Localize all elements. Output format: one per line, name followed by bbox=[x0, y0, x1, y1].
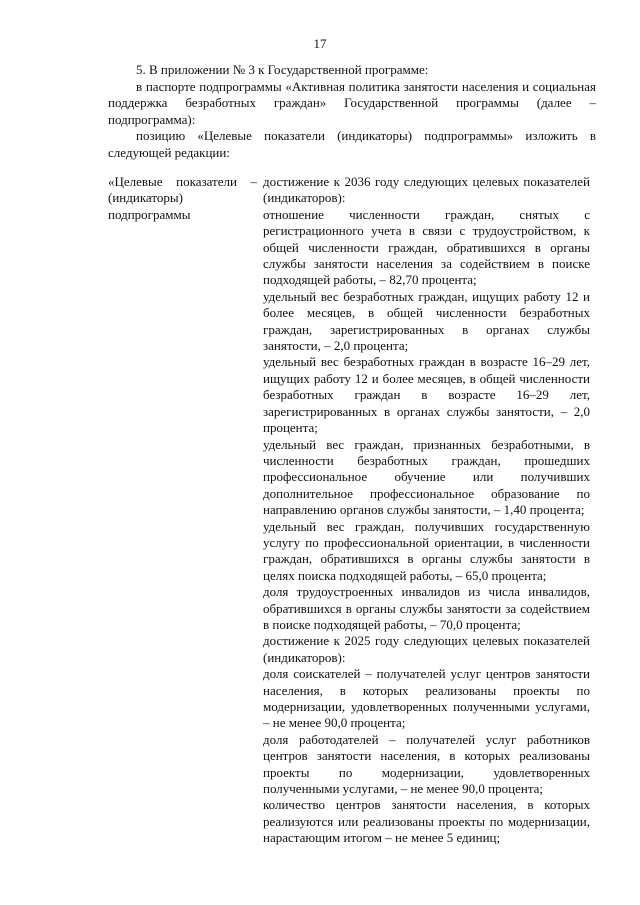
indicator-item: удельный вес безработных граждан в возрасте 16–29 лет, ищущих работу 12 и более месяцев, в общей численности безработных граждан в возрасте 16–29 лет, зарегистрированных в органах службы занятости, – 2,0 процента; bbox=[263, 354, 590, 436]
indicator-item: количество центров занятости населения, в которых реализуются или реализованы проекты по модернизации, нарастающим итогом – не менее 5 единиц; bbox=[263, 797, 590, 846]
indicator-item: достижение к 2025 году следующих целевых показателей (индикаторов): bbox=[263, 633, 590, 665]
indicator-item: удельный вес граждан, признанных безработными, в численности безработных граждан, прошедших профессиональное обучение или получивших дополнительное профессиональное образование по направлению органов службы занятости, – 1,40 процента; bbox=[263, 436, 590, 518]
page-number: 17 bbox=[313, 36, 327, 51]
indicator-item: удельный вес граждан, получивших государственную услугу по профессиональной ориентации, в численности граждан, обратившихся в органы службы занятости в целях поиска подходящей работы, – 65,0 процента; bbox=[263, 518, 590, 583]
intro-paragraph: позицию «Целевые показатели (индикаторы) подпрограммы» изложить в следующей редакции: bbox=[108, 128, 596, 160]
indicator-item: удельный вес безработных граждан, ищущих работу 12 и более месяцев, в общей численности безработных граждан, зарегистрированных в органах службы занятости, – 2,0 процента; bbox=[263, 288, 590, 354]
indicator-item: доля работодателей – получателей услуг работников центров занятости населения, в которых реализованы проекты по модернизации, удовлетворенных полученными услугами, – не менее 90,0 процента; bbox=[263, 731, 590, 797]
indicators-table bbox=[108, 174, 596, 847]
intro-section bbox=[108, 62, 596, 161]
indicator-item: отношение численности граждан, снятых с регистрационного учета в связи с трудоустройством, к общей численности граждан, обратившихся в органы службы занятости населения за содействием в поиске подходящей работы, – 82,70 процента; bbox=[263, 206, 590, 288]
indicators-label: «Целевые показатели – (индикаторы) подпрограммы bbox=[108, 174, 257, 222]
intro-paragraph: в паспорте подпрограммы «Активная политика занятости населения и социальная поддержка безработных граждан» Государственной программы (далее – подпрограмма): bbox=[108, 78, 596, 127]
intro-paragraph: 5. В приложении № 3 к Государственной программе: bbox=[136, 62, 429, 77]
indicator-item: доля трудоустроенных инвалидов из числа инвалидов, обратившихся в органы службы занятости за содействием в поиске подходящей работы, – 70,0 процента; bbox=[263, 584, 590, 632]
indicator-item: доля соискателей – получателей услуг центров занятости населения, в которых реализованы проекты по модернизации, удовлетворенных полученными услугами, – не менее 90,0 процента; bbox=[263, 666, 590, 731]
indicators-list bbox=[263, 174, 590, 847]
indicator-item: достижение к 2036 году следующих целевых показателей (индикаторов): bbox=[263, 174, 590, 206]
